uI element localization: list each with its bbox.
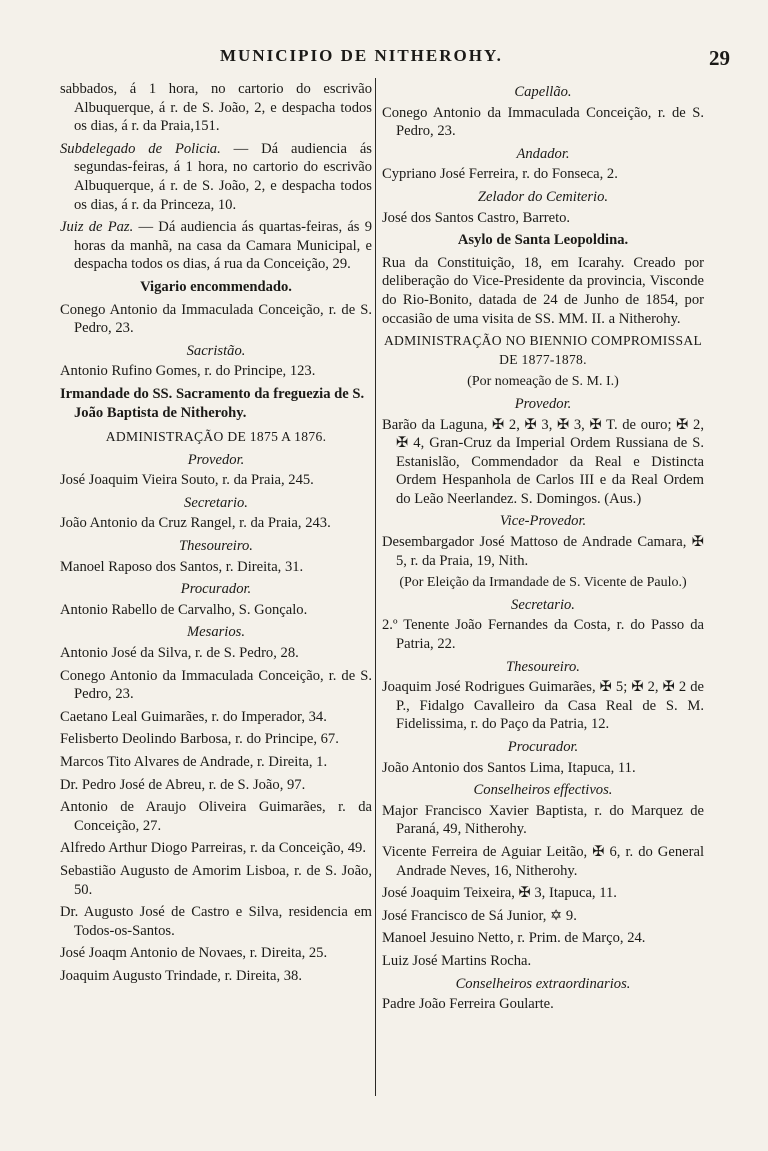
zelador-heading: Zelador do Cemiterio. [477,188,609,205]
thesoureiro-heading-left: Thesoureiro. [179,538,253,555]
andador-heading: Andador. [516,145,570,162]
secretario-heading-left: Secretario. [184,494,248,511]
page-number: 29 [709,46,730,70]
mesario-entry: Sebastião Augusto de Amorim Lisboa, r. de S. João, 50. [60,862,372,898]
procurador-heading-right: Procurador. [507,739,579,755]
running-title: MUNICIPIO DE NITHEROHY. [220,46,503,65]
subdelegado-text: — Dá audiencia ás segundas-feiras, á 1 hora, no cartorio do escrivão Albuquerque, á r. de S. João, 2, e despacha todos os dias, á r. da Princeza, 10. [74,140,372,213]
secretario-entry-right: 2.º Tenente João Fernandes da Costa, r. do Passo da Patria, 22. [382,617,704,653]
procurador-entry-right: João Antonio dos Santos Lima, Itapuca, 11. [382,759,636,776]
thesoureiro-entry-left: Manoel Raposo dos Santos, r. Direita, 31. [60,558,304,575]
juiz-text: — Dá audiencia ás quartas-feiras, ás 9 horas da manhã, na casa da Camara Municipal, e despacha todos os dias, á rua da Conceição, 29. [74,219,372,273]
subdelegado-paragraph [60,140,372,214]
vigario-entry: Conego Antonio da Immaculada Conceição, r. de S. Pedro, 23. [60,301,372,337]
conselheiro-entry: Manoel Jesuino Netto, r. Prim. de Março, 24. [382,930,646,947]
sacristao-heading: Sacristão. [186,342,246,359]
intro-paragraph: sabbados, á 1 hora, no cartorio do escrivão Albuquerque, á r. de S. João, 2, e despacha todos os dias, á r. da Praia,151. [60,81,372,135]
mesario-entry: Caetano Leal Guimarães, r. do Imperador, 34. [60,708,327,725]
mesario-entry: Dr. Augusto José de Castro e Silva, residencia em Todos-os-Santos. [60,904,372,939]
mesario-entry: Marcos Tito Alvares de Andrade, r. Direita, 1. [60,754,328,770]
provedor-entry-right: Barão da Laguna, ✠ 2, ✠ 3, ✠ 3, ✠ T. de ouro; ✠ 2, ✠ 4, Gran-Cruz da Imperial Ordem Russiana de S. Estanislão, Commendador da Real e Distincta Ordem Hespanhola de Carlos III e da Real Ordem do Leão Neerlandez. S. Domingos. (Aus.) [382,416,704,507]
thesoureiro-entry-right: Joaquim José Rodrigues Guimarães, ✠ 5; ✠ 2, ✠ 2 de P., Fidalgo Cavalleiro da Casa Real de S. M. Fidelissima, r. do Paço da Patria, 12. [382,679,704,733]
secretario-heading-right: Secretario. [511,596,575,613]
capellao-entry: Conego Antonio da Immaculada Conceição, r. de S. Pedro, 23. [382,104,704,140]
provedor-entry-left: José Joaquim Vieira Souto, r. da Praia, 245. [60,472,314,489]
asylo-heading: Asylo de Santa Leopoldina. [457,232,629,249]
mesario-entry: Antonio de Araujo Oliveira Guimarães, r. da Conceição, 27. [60,799,372,834]
admin-subheading-right: (Por nomeação de S. M. I.) [467,374,619,390]
mesarios-heading: Mesarios. [187,624,245,641]
juiz-paragraph [60,218,372,274]
provedor-heading-right: Provedor. [514,395,572,412]
mesario-entry: Dr. Pedro José de Abreu, r. de S. João, 97. [60,776,306,793]
sacristao-entry: Antonio Rufino Gomes, r. do Principe, 123. [60,363,316,380]
mesario-entry: Conego Antonio da Immaculada Conceição, r. de S. Pedro, 23. [60,667,372,703]
conselheiro-extra-entry: Padre João Ferreira Goularte. [382,996,554,1013]
conselheiro-entry: Vicente Ferreira de Aguiar Leitão, ✠ 6, r. do General Andrade Neves, 16, Nitherohy. [382,843,704,879]
zelador-entry: José dos Santos Castro, Barreto. [382,209,571,226]
asylo-text: Rua da Constituição, 18, em Icarahy. Creado por deliberação do Vice-Presidente da provincia, Visconde do Rio-Bonito, datada de 24 de Junho de 1854, por occasião de uma visita de SS. MM. II. a Nitherohy. [382,254,704,327]
vice-provedor-heading: Vice-Provedor. [499,513,587,530]
conselheiros-heading: Conselheiros effectivos. [473,782,613,799]
vice-provedor-entry: Desembargador José Mattoso de Andrade Camara, ✠ 5, r. da Praia, 19, Nith. [382,534,704,569]
procurador-heading-left: Procurador. [180,581,252,598]
conselheiros-extra-heading: Conselheiros extraordinarios. [455,975,631,992]
provedor-heading-left: Provedor. [187,451,245,468]
conselheiro-entry: Major Francisco Xavier Baptista, r. do Marquez de Paraná, 49, Nitherohy. [382,802,704,838]
conselheiro-entry: José Francisco de Sá Junior, ✡ 9. [382,907,577,924]
column-divider [375,78,376,1096]
page-header [0,46,768,74]
mesario-entry: Joaquim Augusto Trindade, r. Direita, 38. [60,967,303,984]
irmandade-heading: Irmandade do SS. Sacramento da freguezia de S. João Baptista de Nitherohy. [60,385,365,421]
vigario-heading: Vigario encommendado. [140,278,292,295]
left-column [60,80,372,990]
procurador-entry-left: Antonio Rabello de Carvalho, S. Gonçalo. [60,601,308,618]
conselheiro-entry: José Joaquim Teixeira, ✠ 3, Itapuca, 11. [382,885,617,902]
conselheiro-entry: Luiz José Martins Rocha. [382,952,532,969]
andador-entry: Cypriano José Ferreira, r. do Fonseca, 2. [382,166,618,183]
mesario-entry: Felisberto Deolindo Barbosa, r. do Principe, 67. [60,731,339,748]
secretario-entry-left: João Antonio da Cruz Rangel, r. da Praia, 243. [60,515,331,532]
mesario-entry: Alfredo Arthur Diogo Parreiras, r. da Conceição, 49. [60,840,366,857]
subdelegado-lead: Subdelegado de Policia. [60,140,221,157]
capellao-heading: Capellão. [514,84,572,100]
thesoureiro-heading-right: Thesoureiro. [506,658,580,675]
juiz-lead: Juiz de Paz. [60,219,134,236]
admin-heading-left: ADMINISTRAÇÃO DE 1875 A 1876. [105,429,327,445]
mesario-entry: Antonio José da Silva, r. de S. Pedro, 28. [60,645,299,662]
right-column [382,80,704,1018]
mesario-entry: José Joaqm Antonio de Novaes, r. Direita, 25. [60,945,328,962]
vice-provedor-note: (Por Eleição da Irmandade de S. Vicente de Paulo.) [399,575,687,591]
admin-heading-right: ADMINISTRAÇÃO NO BIENNIO COMPROMISSAL DE 1877-1878. [383,333,703,367]
